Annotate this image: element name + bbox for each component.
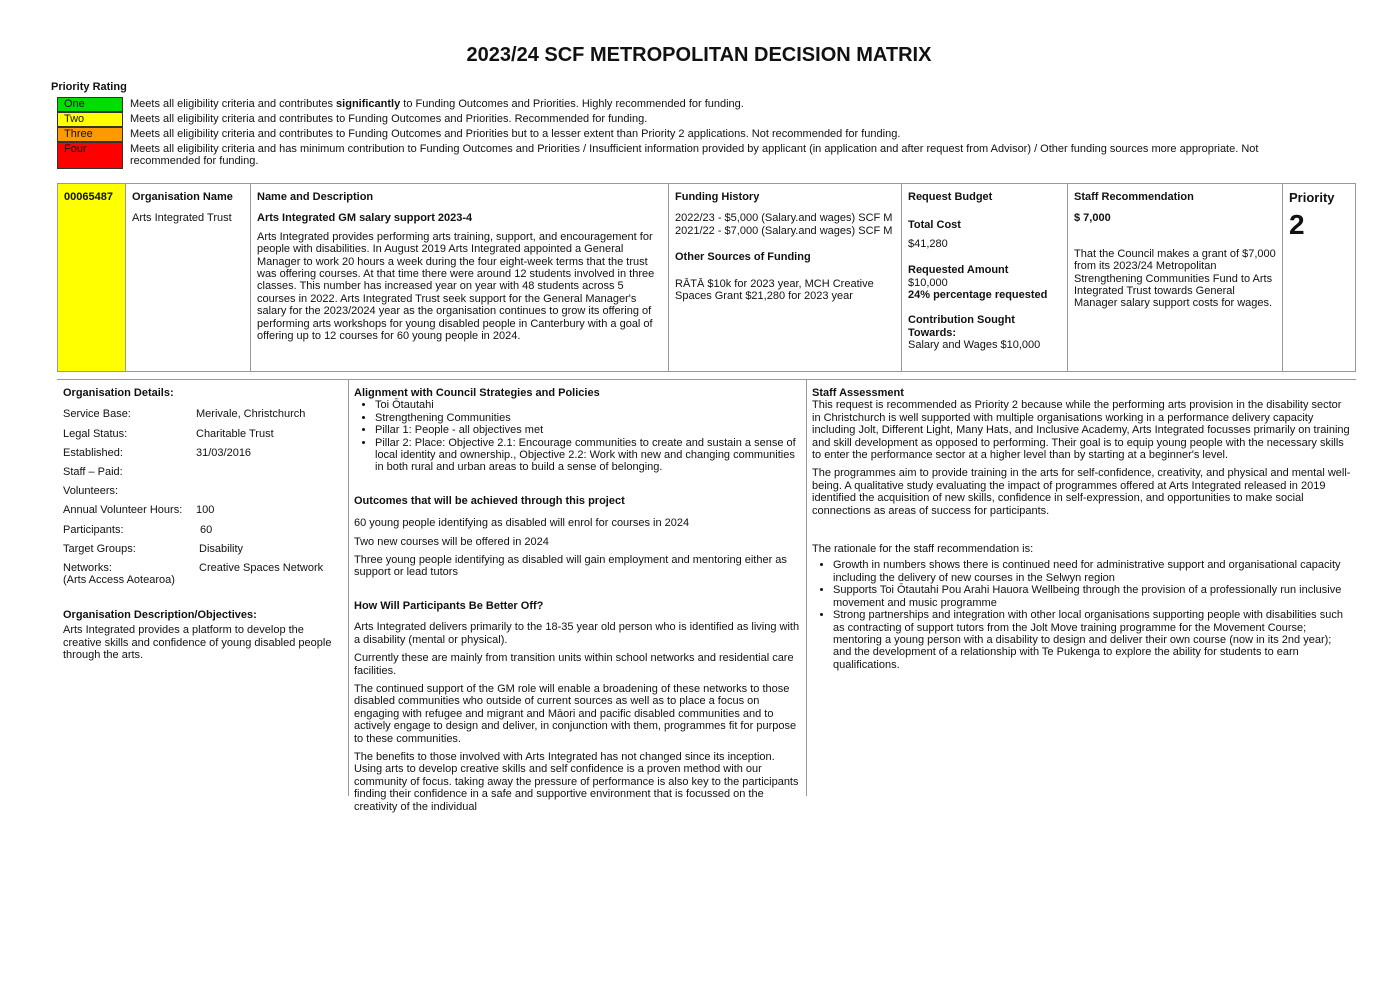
alignment-list xyxy=(354,399,800,473)
priority-row-three xyxy=(57,127,1317,142)
detail-row: Networks: Creative Spaces Network xyxy=(63,561,324,574)
staff-rec-label: Staff Recommendation xyxy=(1074,191,1194,203)
priority-row-four xyxy=(57,142,1317,169)
networks-sub: (Arts Access Aotearoa) xyxy=(63,574,175,587)
list-item: • Growth in numbers shows there is continued need for administrative support and organisational capacity including the delivery of new courses in the Selwyn region xyxy=(833,559,1352,584)
priority-desc: Meets all eligibility criteria and contributes significantly to Funding Outcomes and Priorities. Highly recommended for funding. xyxy=(130,98,744,110)
priority-desc: Meets all eligibility criteria and contributes to Funding Outcomes and Priorities. Recommended for funding. xyxy=(130,113,648,125)
priority-swatch: One xyxy=(57,97,123,112)
detail-row: Target Groups: Disability xyxy=(63,542,244,555)
list-item: • Pillar 1: People - all objectives met xyxy=(375,424,800,436)
priority-label: Priority xyxy=(1289,190,1335,205)
outcome-item: Three young people identifying as disabled will gain employment and mentoring either as support or lead tutors xyxy=(354,554,787,579)
better-off-item: Currently these are mainly from transition units within school networks and residential care facilities. xyxy=(354,652,794,677)
staff-recommendation-cell xyxy=(1067,184,1282,371)
priority-swatch: Four xyxy=(57,142,123,169)
section-divider xyxy=(57,379,1356,380)
detail-row: Annual Volunteer Hours: 100 xyxy=(63,504,215,517)
total-cost: $41,280 xyxy=(908,237,948,250)
org-name: Arts Integrated Trust xyxy=(132,212,232,225)
staff-rec-text: That the Council makes a grant of $7,000 from its 2023/24 Metropolitan Strengthening Communities Fund to Arts Integrated Trust towards General Manager salary support costs for wages. xyxy=(1074,247,1276,310)
funding-history-label: Funding History xyxy=(675,191,760,203)
project-name: Arts Integrated GM salary support 2023-4 xyxy=(257,212,473,225)
detail-row: Legal Status: Charitable Trust xyxy=(63,427,274,440)
detail-row: Staff – Paid: xyxy=(63,465,123,478)
org-desc-heading: Organisation Description/Objectives: xyxy=(63,608,257,621)
staff-assessment-section xyxy=(812,387,1352,671)
better-off-item: The benefits to those involved with Arts Integrated has not changed since its inception. Using arts to develop creative skills and self confidence is a proven method with our community of focus. taking away the pressure of performance is also key to the participants finding their confidence in a safe and supportive environment that is focussed on the creativity of the individual xyxy=(354,750,799,813)
priority-rating-heading: Priority Rating xyxy=(51,81,127,93)
project-description: Arts Integrated provides performing arts training, support, and encouragement for people with disabilities. In August 2019 Arts Integrated appointed a General Manager to work 20 hours a week during the four eight-week terms that the trust was offering courses. At that time there were around 12 students involved in three classes. This number has increased year on year with 48 students across 5 courses in 2022. Arts Integrated Trust seek support for the General Manager's salary for the 2023/2024 year as the organisation continues to grow its offering of performing arts workshops for young disabled people in Canterbury with a goal of offering up to 12 courses for 60 young people in 2024. xyxy=(257,230,655,343)
assessment-paragraph: The programmes aim to provide training in the arts for self-confidence, creativity, and physical and mental well-being. A qualitative study evaluating the impact of programmes offered at Arts Integrated released in 2019 identified the acquisition of new skills, confidence in self-expression, and opportunities to make social connections as areas of success for participants. xyxy=(812,467,1351,517)
better-off-heading: How Will Participants Be Better Off? xyxy=(354,599,544,612)
org-desc: Arts Integrated provides a platform to develop the creative skills and confidence of young disabled people through the arts. xyxy=(63,624,332,661)
requested-amount: $10,000 xyxy=(908,276,948,289)
detail-row: Service Base: Merivale, Christchurch xyxy=(63,408,306,421)
contribution: Salary and Wages $10,000 xyxy=(908,339,1041,352)
priority-row-one xyxy=(57,97,1317,112)
better-off-item: Arts Integrated delivers primarily to the 18-35 year old person who is identified as living with a disability (mental or physical). xyxy=(354,621,800,646)
contribution-label: Contribution Sought Towards: xyxy=(908,314,1015,339)
application-id-cell xyxy=(58,184,125,371)
priority-swatch: Three xyxy=(57,127,123,142)
funding-history-cell xyxy=(668,184,901,371)
alignment-section xyxy=(354,387,800,813)
org-name-cell xyxy=(125,184,250,371)
percentage-requested: 24% percentage requested xyxy=(908,289,1048,302)
staff-assessment-heading: Staff Assessment xyxy=(812,387,904,399)
rationale-intro: The rationale for the staff recommendation is: xyxy=(812,543,1034,556)
list-item: • Toi Ōtautahi xyxy=(375,399,800,411)
priority-value: 2 xyxy=(1289,209,1305,240)
total-cost-label: Total Cost xyxy=(908,219,961,232)
org-details-section xyxy=(63,387,341,661)
application-table xyxy=(57,183,1356,372)
outcome-item: 60 young people identifying as disabled will enrol for courses in 2024 xyxy=(354,517,690,530)
priority-cell xyxy=(1282,184,1356,371)
detail-row: Volunteers: xyxy=(63,485,119,498)
other-sources-label: Other Sources of Funding xyxy=(675,251,811,264)
list-item: • Strengthening Communities xyxy=(375,412,800,424)
detail-row: Participants: 60 xyxy=(63,523,213,536)
priority-swatch: Two xyxy=(57,112,123,127)
other-sources: RĀTĀ $10k for 2023 year, MCH Creative Spaces Grant $21,280 for 2023 year xyxy=(675,277,874,303)
priority-desc: Meets all eligibility criteria and contributes to Funding Outcomes and Priorities but to a lesser extent than Priority 2 applications. Not recommended for funding. xyxy=(130,128,901,140)
application-id: 00065487 xyxy=(64,191,113,203)
outcomes-heading: Outcomes that will be achieved through this project xyxy=(354,494,625,507)
priority-row-two xyxy=(57,112,1317,127)
assessment-paragraph: This request is recommended as Priority 2 because while the performing arts provision in the disability sector in Christchurch is well supported with multiple organisations working in a performance delivery capacity including Jolt, Different Light, Many Hats, and Inclusive Academy, Arts Integrated focusses primarily on training and skill development as opposed to performing. Their goal is to equip young people with the necessary skills to enter the performance sector at a higher level than by starting at a beginner's level. xyxy=(812,399,1350,462)
list-item: • Supports Toi Ōtautahi Pou Arahi Hauora Wellbeing through the provision of a professionally run inclusive movement and music programme xyxy=(833,584,1352,609)
requested-amount-label: Requested Amount xyxy=(908,264,1009,277)
rationale-list xyxy=(812,559,1352,671)
name-description-cell xyxy=(250,184,668,371)
better-off-item: The continued support of the GM role will enable a broadening of these networks to those disabled communities who outside of current sources as well as to place a focus on engaging with refugee and migrant and Māori and pacific disabled communities and to actively engage to design and deliver, in conjunction with them, programmes fit for purpose to these communities. xyxy=(354,682,797,745)
request-budget-label: Request Budget xyxy=(908,191,993,203)
list-item: • Pillar 2: Place: Objective 2.1: Encourage communities to create and sustain a sense of local identity and ownership., Objective 2.2: Work with new and changing communities in both rural and urban areas to build a sense of belonging. xyxy=(375,437,800,474)
priority-desc: Meets all eligibility criteria and has minimum contribution to Funding Outcomes and Priorities / Insufficient information provided by applicant (in application and after request from Advisor) / Other funding sources more appropriate. Not recommended for funding. xyxy=(130,143,1259,168)
column-divider xyxy=(348,380,349,796)
page-title: 2023/24 SCF METROPOLITAN DECISION MATRIX xyxy=(466,44,932,66)
detail-row: Established: 31/03/2016 xyxy=(63,446,252,459)
funding-history-item: 2021/22 - $7,000 (Salary.and wages) SCF M xyxy=(675,224,893,237)
list-item: • Strong partnerships and integration with other local organisations supporting people with disabilities such as contracting of support tutors from the Jolt Move training programme for the Movement Course; mentoring a young person with a disability to design and deliver their own course (now in its 2nd year); and the development of a relationship with Te Pukenga to explore the ability for students to earn qualifications. xyxy=(833,609,1352,671)
staff-rec-amount: $ 7,000 xyxy=(1074,212,1111,225)
name-desc-label: Name and Description xyxy=(257,191,374,203)
org-details-heading: Organisation Details: xyxy=(63,387,174,399)
funding-history-item: 2022/23 - $5,000 (Salary.and wages) SCF M xyxy=(675,212,893,225)
request-budget-cell xyxy=(901,184,1067,371)
org-name-label: Organisation Name xyxy=(132,191,233,203)
column-divider xyxy=(806,380,807,796)
alignment-heading: Alignment with Council Strategies and Policies xyxy=(354,387,600,399)
outcome-item: Two new courses will be offered in 2024 xyxy=(354,535,549,548)
